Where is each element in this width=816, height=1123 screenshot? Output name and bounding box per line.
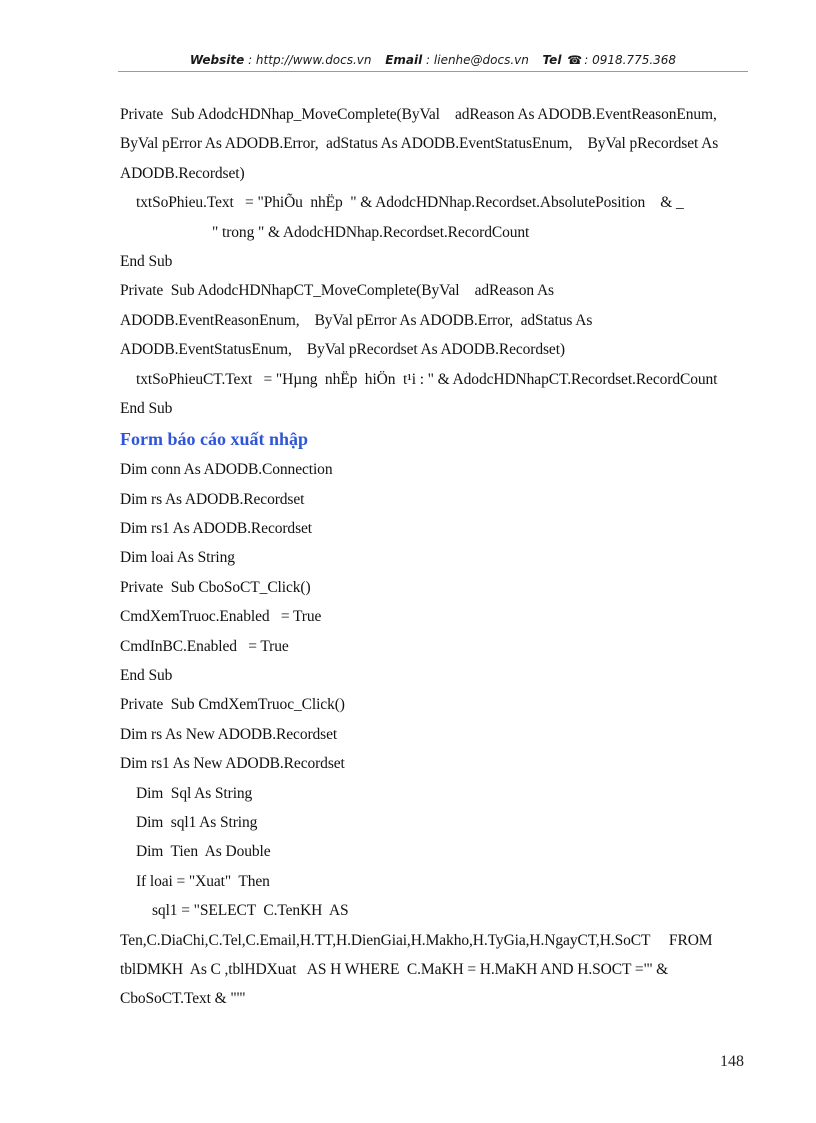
code-line: Private Sub AdodcHDNhap_MoveComplete(ByVal adReason As ADODB.EventReasonEnum, [120, 106, 717, 123]
code-line: Dim rs As ADODB.Recordset [120, 490, 305, 508]
code-line: ADODB.EventStatusEnum, ByVal pRecordset As ADODB.Recordset) [120, 341, 565, 359]
code-line: Dim Sql As String [136, 784, 253, 802]
page-number: 148 [720, 1053, 744, 1070]
code-line: End Sub [120, 399, 173, 417]
section-heading: Form báo cáo xuất nhập [120, 429, 309, 450]
tel-value: : 0918.775.368 [584, 53, 677, 67]
email-value: : lienhe@docs.vn [426, 53, 529, 67]
email-label: Email [385, 53, 423, 67]
website-value: : http://www.docs.vn [248, 53, 372, 67]
code-line: " trong " & AdodcHDNhap.Recordset.RecordCount [212, 223, 530, 241]
code-line: sql1 = "SELECT C.TenKH AS [152, 902, 349, 920]
code-line: End Sub [120, 252, 173, 270]
code-line: Dim sql1 As String [136, 813, 258, 831]
header-divider [118, 71, 748, 72]
code-line: Dim loai As String [120, 549, 235, 567]
code-line: CmdXemTruoc.Enabled = True [120, 608, 322, 626]
code-line: Ten,C.DiaChi,C.Tel,C.Email,H.TT,H.DienGiai,H.Makho,H.TyGia,H.NgayCT,H.SoCT FROM [120, 931, 713, 949]
code-line: Dim rs1 As ADODB.Recordset [120, 520, 313, 538]
code-line: End Sub [120, 667, 173, 685]
code-line: ADODB.EventReasonEnum, ByVal pError As ADODB.Error, adStatus As [120, 311, 593, 329]
page-header [118, 48, 748, 72]
code-line: Dim conn As ADODB.Connection [120, 461, 333, 479]
tel-label: Tel [542, 53, 562, 67]
code-line: Dim rs As New ADODB.Recordset [120, 725, 338, 743]
code-line: Private Sub AdodcHDNhapCT_MoveComplete(ByVal adReason As [120, 282, 554, 300]
code-line: ADODB.Recordset) [120, 164, 245, 182]
code-line: CmdInBC.Enabled = True [120, 637, 289, 655]
code-line: txtSoPhieu.Text = "PhiÕu nhËp " & AdodcHDNhap.Recordset.AbsolutePosition & _ [136, 194, 684, 212]
code-line: tblDMKH As C ,tblHDXuat AS H WHERE C.MaKH = H.MaKH AND H.SOCT ="' & [120, 960, 669, 978]
document-body [120, 100, 750, 1014]
phone-icon: ☎ [567, 53, 583, 67]
code-line: ByVal pError As ADODB.Error, adStatus As ADODB.EventStatusEnum, ByVal pRecordset As [120, 135, 719, 153]
code-line: Dim rs1 As New ADODB.Recordset [120, 755, 345, 773]
code-line: CboSoCT.Text & "'" [120, 990, 246, 1008]
code-line: txtSoPhieuCT.Text = "Hµng nhËp hiÖn t¹i : " & AdodcHDNhapCT.Recordset.RecordCount [136, 370, 718, 388]
code-line: If loai = "Xuat" Then [136, 872, 270, 890]
code-line: Private Sub CboSoCT_Click() [120, 578, 311, 596]
code-line: Dim Tien As Double [136, 843, 271, 861]
website-label: Website [189, 53, 245, 67]
code-line: Private Sub CmdXemTruoc_Click() [120, 696, 345, 714]
